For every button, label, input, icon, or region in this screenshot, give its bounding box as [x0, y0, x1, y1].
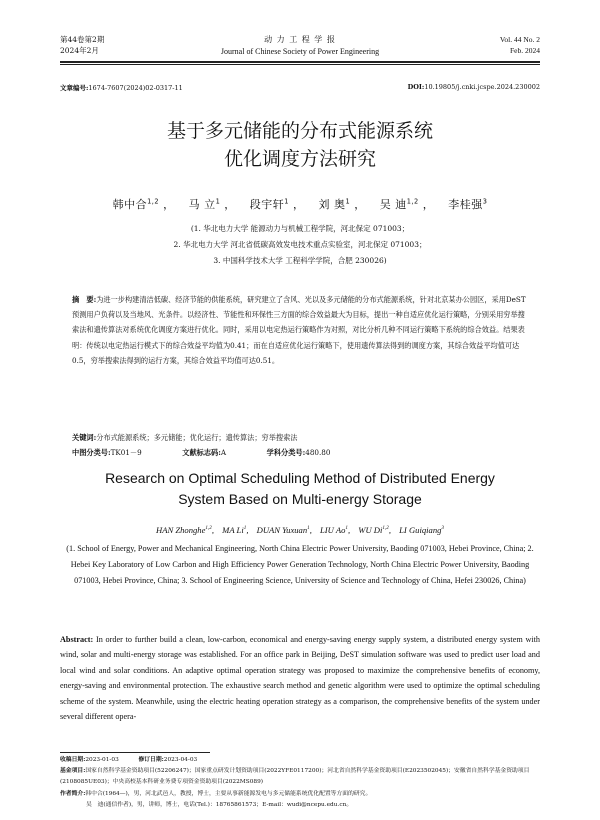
author-list-cn	[0, 196, 600, 212]
affiliations-en: (1. School of Energy, Power and Mechanical Engineering, North China Electric Power University, Baoding 071003, Hebei Province, China; 2. Hebei Key Laboratory of Low Carbon and High Efficiency Power Generation Technology, North China Electric Power University, Baoding 071003, Hebei Province, China; 3. School of Engineering Science, University of Science and Technology of China, Hefei 230026, China)	[66, 544, 534, 585]
author-en-name: MA Li	[222, 525, 244, 535]
clc-value: TK01－9	[110, 448, 142, 457]
subject-label: 学科分类号:	[266, 448, 306, 457]
footnote-fund	[60, 766, 540, 789]
author-cn-separator: ，	[354, 198, 366, 211]
author-cn-name: 马 立	[188, 198, 216, 211]
author-cn-affiliation-mark: 1	[284, 197, 289, 206]
author-intro-label: 作者简介:	[60, 791, 86, 797]
abstract-en	[60, 632, 540, 724]
title-cn-line2: 优化调度方法研究	[223, 148, 376, 170]
title-en-line2: System Based on Multi-energy Storage	[178, 491, 422, 507]
revised-date: 2023-04-03	[163, 757, 198, 763]
footnote-dates	[60, 755, 197, 766]
author-en-name: DUAN Yuxuan	[256, 525, 308, 535]
doc-code-value: A	[220, 448, 227, 457]
author-en-name: LIU Ao	[320, 525, 346, 535]
doi-value: 10.19805/j.cnki.jcspe.2024.230002	[424, 83, 540, 91]
doi-label: DOI:	[407, 83, 425, 91]
author-en-separator: ,	[348, 525, 353, 535]
keywords-cn-label: 关键词:	[72, 433, 97, 442]
author-cn-affiliation-mark: 1,2	[406, 197, 419, 206]
author-en-affiliation-mark: 1,2	[205, 525, 212, 532]
author-en-affiliation-mark: 1	[243, 525, 247, 532]
title-cn-line1: 基于多元储能的分布式能源系统	[166, 120, 433, 142]
affiliation-cn-1: (1. 华北电力大学 能源动力与机械工程学院，河北保定 071003；	[190, 224, 410, 233]
keywords-cn-text: 分布式能源系统；多元储能；优化运行；遗传算法；穷举搜索法	[96, 433, 298, 442]
author-en-name: HAN Zhonghe	[155, 525, 206, 535]
journal-title-cn: 动 力 工 程 学 报	[264, 35, 336, 44]
keywords-cn	[72, 430, 528, 445]
classification-cn	[72, 445, 528, 460]
author-cn-separator: ，	[293, 198, 305, 211]
fund-text: 国家自然科学基金资助项目(52206247)；国家重点研发计划资助项目(2022YFE0117200)；河北省自然科学基金资助项目(E2023502045)；安徽省自然科学基金资助项目(2108085UE03)；中央高校基本科研业务费专项资金资助项目(2022MS089)	[60, 768, 530, 786]
author-en-separator: ,	[309, 525, 315, 535]
author-cn-separator: ，	[224, 198, 236, 211]
received-label: 收稿日期:	[60, 757, 86, 763]
article-number-label: 文章编号:	[60, 84, 89, 92]
author-en-name: LI Guiqiang	[399, 525, 442, 535]
abstract-cn-text: 为进一步构建清洁低碳、经济节能的供能系统，研究建立了含风、光以及多元储能的分布式能源系统，针对北京某办公园区，采用DeST预测用户负荷以及当地风、光条件。以经济性、节能性和环保性三方面的综合效益最大为目标，提出一种自适应优化运行策略，分别采用穷举搜索法和遗传算法对系统优化调度方案进行优化。同时，采用以电定热运行策略作为对照，对比分析几种不同运行策略下系统的综合效益。结果表明：传统以电定热运行模式下的综合效益平均值为0.41；而在自适应优化运行策略下，使用遗传算法得到的调度方案，其综合效益平均值可达0.5，穷举搜索法得到的运行方案，其综合效益平均值可达0.51。	[72, 295, 526, 365]
doc-code-label: 文献标志码:	[182, 448, 221, 457]
author-list-en	[0, 525, 600, 535]
abstract-en-text: In order to further build a clean, low-carbon, economical and energy-saving energy supply system, a distributed energy system with wind, solar and multi-energy storage was established. For an office park in Beijing, DeST simulation software was used to predict user load and local wind and solar conditions. An adaptive optimal operation strategy was proposed to maximize the comprehensive benefits of economy, energy-saving and environmental protection. The exhaustive search method and genetic algorithm were used to optimize the optimal scheduling scheme of the system. Meanwhile, using the electric heating operation strategy as a comparison, the comprehensive benefits of the system under several different opera-	[60, 635, 541, 722]
received-date: 2023-01-03	[85, 757, 119, 763]
header-volume-en: Vol. 44 No. 2	[499, 35, 540, 44]
clc-label: 中图分类号:	[72, 448, 111, 457]
author-cn-name: 段宇轩	[249, 198, 285, 211]
header-date-cn: 2024年2月	[60, 46, 99, 55]
author-en-affiliation-mark: 1,2	[382, 525, 389, 532]
header-rule-thick	[60, 61, 540, 63]
author-cn-affiliation-mark: 3	[482, 197, 488, 206]
affiliation-cn-2: 2. 华北电力大学 河北省低碳高效发电技术重点实验室，河北保定 071003；	[173, 240, 427, 249]
author-en-name: WU Di	[358, 525, 383, 535]
article-number	[60, 83, 183, 92]
abstract-cn-label: 摘 要:	[72, 295, 97, 304]
article-number-value: 1674-7607(2024)02-0317-11	[88, 84, 183, 92]
author-cn-name: 刘 奥	[318, 198, 346, 211]
author-cn-name: 吴 迪	[379, 198, 407, 211]
revised-label: 修订日期:	[138, 757, 164, 763]
author-cn-affiliation-mark: 1	[345, 197, 351, 206]
footnote-corresponding	[86, 800, 540, 811]
corresponding-text: 男，讲师，博士，电话(Tel.)：18765861573；E-mail：wudi@ncepu.edu.cn。	[136, 802, 353, 808]
fund-label: 基金项目:	[60, 768, 86, 774]
author-cn-affiliation-mark: 1,2	[147, 197, 160, 206]
author-cn-separator: ，	[163, 198, 175, 211]
author-cn-affiliation-mark: 1	[215, 197, 221, 206]
header-date-en: Feb. 2024	[510, 46, 540, 55]
abstract-cn	[72, 292, 528, 368]
author-cn-name: 李桂强	[448, 198, 483, 211]
header-rule-thin	[60, 64, 540, 65]
title-en-line1: Research on Optimal Scheduling Method of Distributed Energy	[105, 470, 495, 486]
author-intro-text: 韩中合(1964—)，男，河北武邑人，教授，博士，主要从事新能源发电与多元储能系统优化配置等方面的研究。	[85, 791, 372, 797]
author-en-affiliation-mark: 1	[345, 525, 348, 532]
author-en-separator: ,	[211, 525, 217, 535]
author-en-separator: ,	[388, 525, 394, 535]
author-en-affiliation-mark: 3	[441, 525, 444, 532]
header-volume-cn: 第44卷第2期	[60, 35, 105, 44]
subject-value: 480.80	[305, 448, 331, 457]
corresponding-label: 吴 迪(通信作者)，	[86, 802, 137, 808]
doi	[360, 83, 540, 91]
author-cn-separator: ，	[422, 198, 435, 211]
journal-title-en: Journal of Chinese Society of Power Engineering	[220, 47, 380, 56]
author-en-separator: ,	[246, 525, 251, 535]
footnote-author-intro	[60, 789, 540, 800]
abstract-en-label: Abstract:	[60, 635, 94, 644]
author-cn-name: 韩中合	[112, 198, 148, 211]
author-en-affiliation-mark: 1	[307, 525, 310, 532]
footnote-rule	[60, 752, 210, 753]
affiliation-cn-3: 3. 中国科学技术大学 工程科学学院，合肥 230026)	[213, 256, 387, 265]
